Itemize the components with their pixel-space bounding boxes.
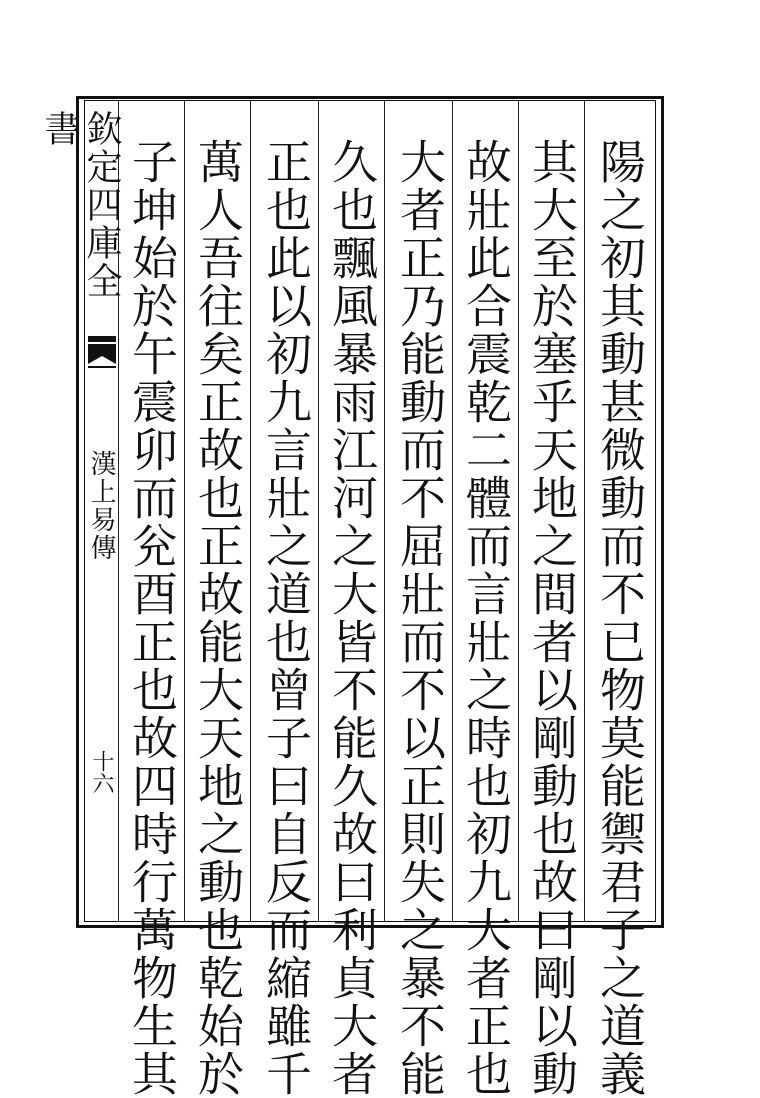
column-rule (384, 100, 385, 922)
text-column: 故壯此合震乾二體而言壯之時也初九大者正也 (459, 138, 513, 1098)
column-rule (584, 100, 585, 922)
text-column: 正也此以初九言壯之道也曾子曰自反而縮雖千 (259, 138, 313, 1098)
column-rule (250, 100, 251, 922)
text-column: 大者正乃能動而不屈壯而不以正則失之暴不能 (393, 138, 447, 1098)
column-rule (452, 100, 453, 922)
text-column: 子坤始於午震卯而兊酉正也故四時行萬物生其 (125, 138, 179, 1098)
text-column: 其大至於塞乎天地之間者以剛動也故曰剛以動 (525, 138, 579, 1098)
text-column: 陽之初其動甚微動而不已物莫能禦君子之道義 (593, 138, 647, 1098)
fish-tail-icon (86, 334, 118, 374)
column-rule (518, 100, 519, 922)
column-rule (184, 100, 185, 922)
column-rule (318, 100, 319, 922)
text-column: 萬人吾往矣正故也正故能大天地之動也乾始於 (191, 138, 245, 1098)
text-column: 久也飄風暴雨江河之大皆不能久故曰利貞大者 (325, 138, 379, 1098)
page-number: 十六 (89, 750, 114, 794)
section-title: 漢上易傳 (86, 450, 116, 562)
collection-title: 欽定四庫全書 (39, 110, 122, 300)
